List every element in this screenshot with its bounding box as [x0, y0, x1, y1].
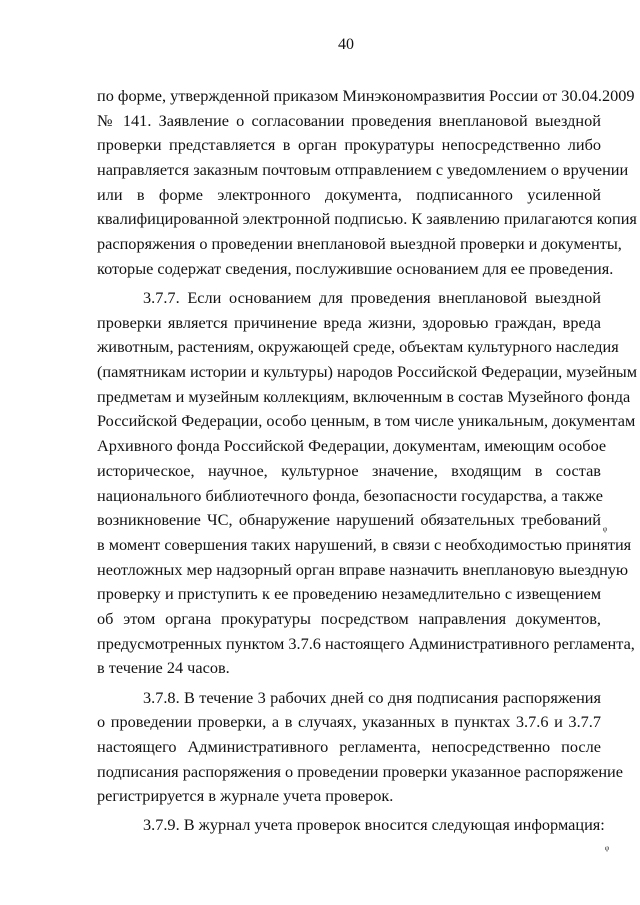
text-line: предметам и музейным коллекциям, включенным в состав Музейного фонда — [97, 386, 631, 406]
text-line: 3.7.9. В журнал учета проверок вносится следующая информация: — [143, 815, 605, 835]
text-line: в момент совершения таких нарушений, в связи с необходимостью принятия — [97, 534, 632, 554]
text-line: возникновение ЧС, обнаружение нарушений обязательных требований — [97, 510, 601, 530]
scan-mark: ᵩ — [603, 519, 608, 533]
text-line: историческое, научное, культурное значение, входящим в состав — [97, 460, 601, 480]
text-line: Российской Федерации, особо ценным, в том числе уникальным, документам — [97, 411, 636, 431]
paragraph — [97, 686, 623, 809]
text-line: № 141. Заявление о согласовании проведения внеплановой выездной — [97, 110, 601, 130]
document-body — [97, 84, 638, 843]
text-line: животным, растениям, окружающей среде, объектам культурного наследия — [97, 337, 619, 357]
text-line: подписания распоряжения о проведении проверки указанное распоряжение — [97, 761, 623, 781]
text-line: или в форме электронного документа, подписанного усиленной — [97, 184, 601, 204]
text-line: настоящего Административного регламента, непосредственно после — [97, 736, 601, 756]
scan-mark: ᵩ — [605, 838, 610, 852]
text-line: направляется заказным почтовым отправлением с уведомлением о вручении — [97, 160, 629, 180]
text-line: неотложных мер надзорный орган вправе назначить внеплановую выездную — [97, 559, 629, 579]
text-line: которые содержат сведения, послужившие основанием для ее проведения. — [97, 258, 614, 278]
text-line: регистрируется в журнале учета проверок. — [97, 786, 394, 806]
text-line: национального библиотечного фонда, безопасности государства, а также — [97, 485, 603, 505]
text-line: в течение 24 часов. — [97, 658, 230, 678]
paragraph — [97, 286, 638, 681]
text-line: об этом органа прокуратуры посредством направления документов, — [97, 608, 601, 628]
text-line: 3.7.8. В течение 3 рабочих дней со дня подписания распоряжения — [143, 687, 601, 707]
text-line: о проведении проверки, а в случаях, указанных в пунктах 3.7.6 и 3.7.7 — [97, 712, 601, 732]
text-line: проверки является причинение вреда жизни, здоровью граждан, вреда — [97, 312, 601, 332]
text-line: проверку и приступить к ее проведению незамедлительно с извещением — [97, 584, 601, 604]
text-line: (памятникам истории и культуры) народов Российской Федерации, музейным — [97, 362, 638, 382]
paragraph — [97, 84, 637, 282]
text-line: проверки представляется в орган прокуратуры непосредственно либо — [97, 135, 601, 155]
paragraph — [97, 813, 605, 838]
text-line: Архивного фонда Российской Федерации, документам, имеющим особое — [97, 436, 607, 456]
text-line: по форме, утвержденной приказом Минэкономразвития России от 30.04.2009 — [97, 86, 635, 105]
text-line: распоряжения о проведении внеплановой выездной проверки и документы, — [97, 234, 622, 254]
page-number: 40 — [338, 36, 354, 53]
text-line: предусмотренных пунктом 3.7.6 настоящего Административного регламента, — [97, 633, 635, 653]
text-line: квалифицированной электронной подписью. К заявлению прилагаются копия — [97, 209, 637, 229]
text-line: 3.7.7. Если основанием для проведения внеплановой выездной — [143, 288, 601, 307]
